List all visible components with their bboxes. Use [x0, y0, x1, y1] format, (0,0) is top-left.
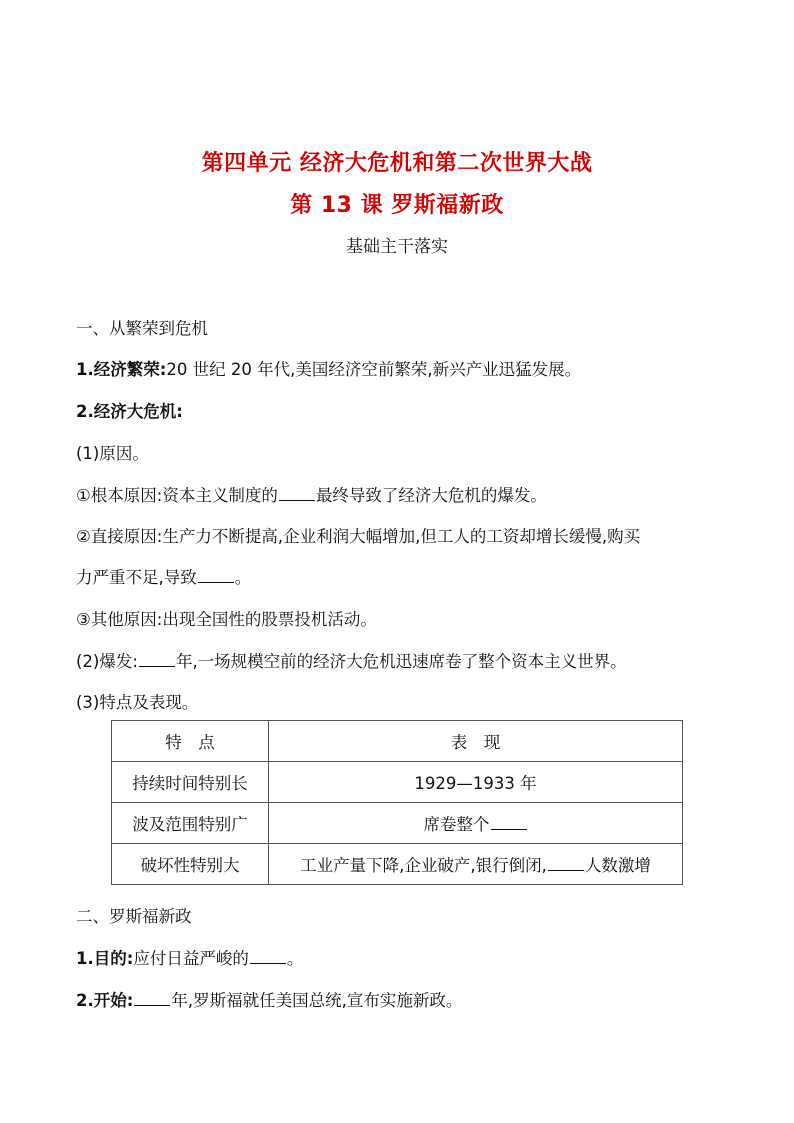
manifestation-cell — [269, 762, 683, 803]
cause-direct-line1: ②直接原因:生产力不断提高,企业利润大幅增加,但工人的工资却增长缓慢,购买 — [76, 527, 641, 546]
table-header-row — [112, 721, 683, 762]
item-label: 1.目的: — [76, 949, 134, 968]
item-label: 1.经济繁荣: — [76, 360, 167, 379]
fill-blank[interactable] — [134, 991, 170, 1006]
fill-blank[interactable] — [279, 486, 315, 501]
item-text: 20 世纪 20 年代,美国经济空前繁荣,新兴产业迅猛发展。 — [166, 360, 582, 379]
unit-title: 第四单元 经济大危机和第二次世界大战 — [201, 151, 593, 176]
manifestation-text: 席卷整个 — [423, 815, 490, 834]
fill-blank[interactable] — [491, 815, 527, 830]
column-header-feature: 特 点 — [112, 721, 269, 762]
cause-heading: (1)原因。 — [76, 444, 149, 463]
feature-cell: 波及范围特别广 — [112, 803, 269, 844]
fill-blank[interactable] — [250, 949, 286, 964]
column-header-manifestation: 表 现 — [269, 721, 683, 762]
cause-direct-line2 — [76, 564, 251, 588]
manifestation-text: 人数激增 — [584, 856, 651, 875]
section1-heading: 一、从繁荣到危机 — [76, 319, 208, 338]
table-row — [112, 762, 683, 803]
features-table — [111, 720, 683, 885]
lesson-title: 第 13 课 罗斯福新政 — [290, 193, 504, 218]
item-economic-crisis — [76, 398, 183, 422]
item-text: 应付日益严峻的 — [133, 949, 249, 968]
section2-heading: 二、罗斯福新政 — [76, 907, 192, 926]
page-subtitle: 基础主干落实 — [346, 237, 448, 257]
fill-blank[interactable] — [139, 652, 175, 667]
feature-cell: 破坏性特别大 — [112, 844, 269, 885]
item-label: 2.开始: — [76, 991, 134, 1010]
cause-text: 。 — [234, 568, 252, 587]
manifestation-cell — [269, 803, 683, 844]
cause-text: ①根本原因:资本主义制度的 — [76, 486, 278, 505]
cause-other: ③其他原因:出现全国性的股票投机活动。 — [76, 610, 377, 629]
outbreak-text: (2)爆发: — [76, 652, 138, 671]
fill-blank[interactable] — [548, 856, 584, 871]
outbreak-text: 年,一场规模空前的经济大危机迅速席卷了整个资本主义世界。 — [175, 652, 627, 671]
manifestation-text: 1929—1933 年 — [414, 774, 537, 793]
item-text: 。 — [286, 949, 304, 968]
cause-fundamental — [76, 482, 547, 506]
features-heading: (3)特点及表现。 — [76, 693, 199, 712]
cause-text: 力严重不足,导致 — [76, 568, 197, 587]
item-economic-prosperity — [76, 356, 581, 380]
item-label: 2.经济大危机: — [76, 402, 183, 421]
manifestation-cell — [269, 844, 683, 885]
item-text: 年,罗斯福就任美国总统,宣布实施新政。 — [171, 991, 463, 1010]
cause-text: 最终导致了经济大危机的爆发。 — [315, 486, 547, 505]
table-row — [112, 844, 683, 885]
crisis-outbreak — [76, 648, 627, 672]
table-row — [112, 803, 683, 844]
manifestation-text: 工业产量下降,企业破产,银行倒闭, — [300, 856, 547, 875]
fill-blank[interactable] — [198, 568, 234, 583]
feature-cell: 持续时间特别长 — [112, 762, 269, 803]
new-deal-start — [76, 987, 462, 1011]
new-deal-purpose — [76, 945, 303, 969]
